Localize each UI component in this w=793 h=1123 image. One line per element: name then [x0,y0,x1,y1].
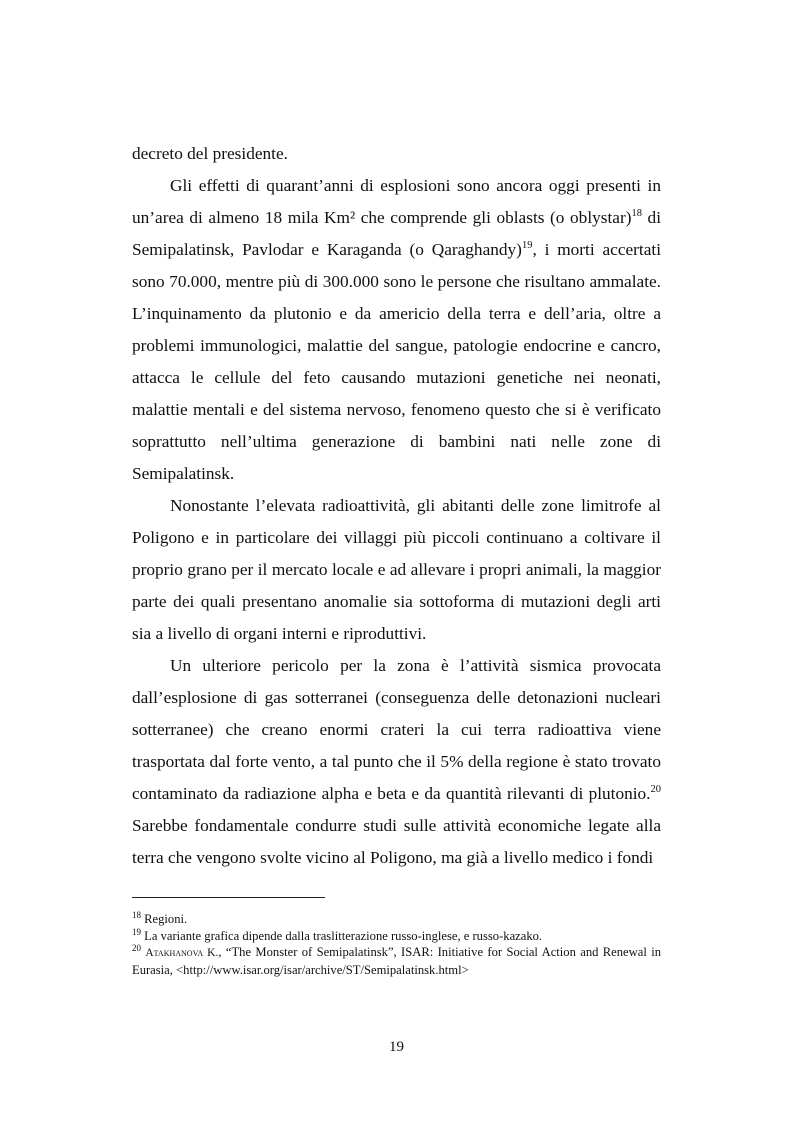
paragraph-text: di Semipalatinsk, Pavlodar e Karaganda (o Qaraghandy) [132,208,661,259]
paragraph-effects [132,170,661,490]
footnote-text: La variante grafica dipende dalla traslitterazione russo-inglese, e russo-kazako. [141,928,543,943]
page-number: 19 [389,1039,404,1055]
footnotes [132,911,661,978]
paragraph-text: Sarebbe fondamentale condurre studi sulle attività economiche legate alla terra che vengono svolte vicino al Poligono, ma già a livello medico i fondi [132,816,661,867]
footnote-ref-18[interactable]: 18 [631,208,642,219]
paragraph-text: , i morti accertati sono 70.000, mentre più di 300.000 sono le persone che risultano ammalate. L’inquinamento da plutonio e da americio della terra e dell’aria, oltre a problemi immunologici, malattie del sangue, patologie endocrine e cancro, attacca le cellule del feto causando mutazioni genetiche nei neonati, malattie mentali e del sistema nervoso, fenomeno questo che si è verificato soprattutto nell’ultima generazione di bambini nati nelle zone di Semipalatinsk. [132,240,661,483]
footnote-number: 19 [132,926,141,937]
paragraph-seismic [132,650,661,874]
paragraph-text: Un ulteriore pericolo per la zona è l’attività sismica provocata dall’esplosione di gas sotterranei (conseguenza delle detonazioni nucleari sotterranee) che creano enormi crateri la cui terra radioattiva viene trasportata dal forte vento, a tal punto che il 5% della regione è stato trovato contaminato da radiazione alpha e beta e da quantità rilevanti di plutonio. [132,656,661,803]
footnote-separator [132,897,325,898]
footnote-19 [132,928,661,945]
footnote-author: Atakhanova K. [145,947,219,959]
body-text [132,138,661,874]
paragraph-text: Gli effetti di quarant’anni di esplosioni sono ancora oggi presenti in un’area di almeno 18 mila Km² che comprende gli oblasts (o oblystar) [132,176,661,227]
footnote-number: 18 [132,910,141,920]
paragraph-continued: decreto del presidente. [132,144,288,163]
footnote-18 [132,911,661,928]
footnote-text: , “The Monster of Semipalatinsk”, ISAR: Initiative for Social Action and Renewal in Eurasia, <http://www.isar.org/isar/archive/ST/Semipalatinsk.html> [132,945,661,977]
paragraph-radioactivity: Nonostante l’elevata radioattività, gli abitanti delle zone limitrofe al Poligono e in particolare dei villaggi più piccoli continuano a coltivare il proprio grano per il mercato locale e ad allevare i propri animali, la maggior parte dei quali presentano anomalie sia sottoforma di mutazioni degli arti sia a livello di organi interni e riproduttivi. [132,496,661,643]
footnote-ref-19[interactable]: 19 [521,240,533,251]
footnote-20 [132,944,661,978]
footnote-text: Regioni. [141,912,188,926]
footnote-ref-20[interactable]: 20 [650,784,661,795]
footnote-number: 20 [132,943,141,953]
